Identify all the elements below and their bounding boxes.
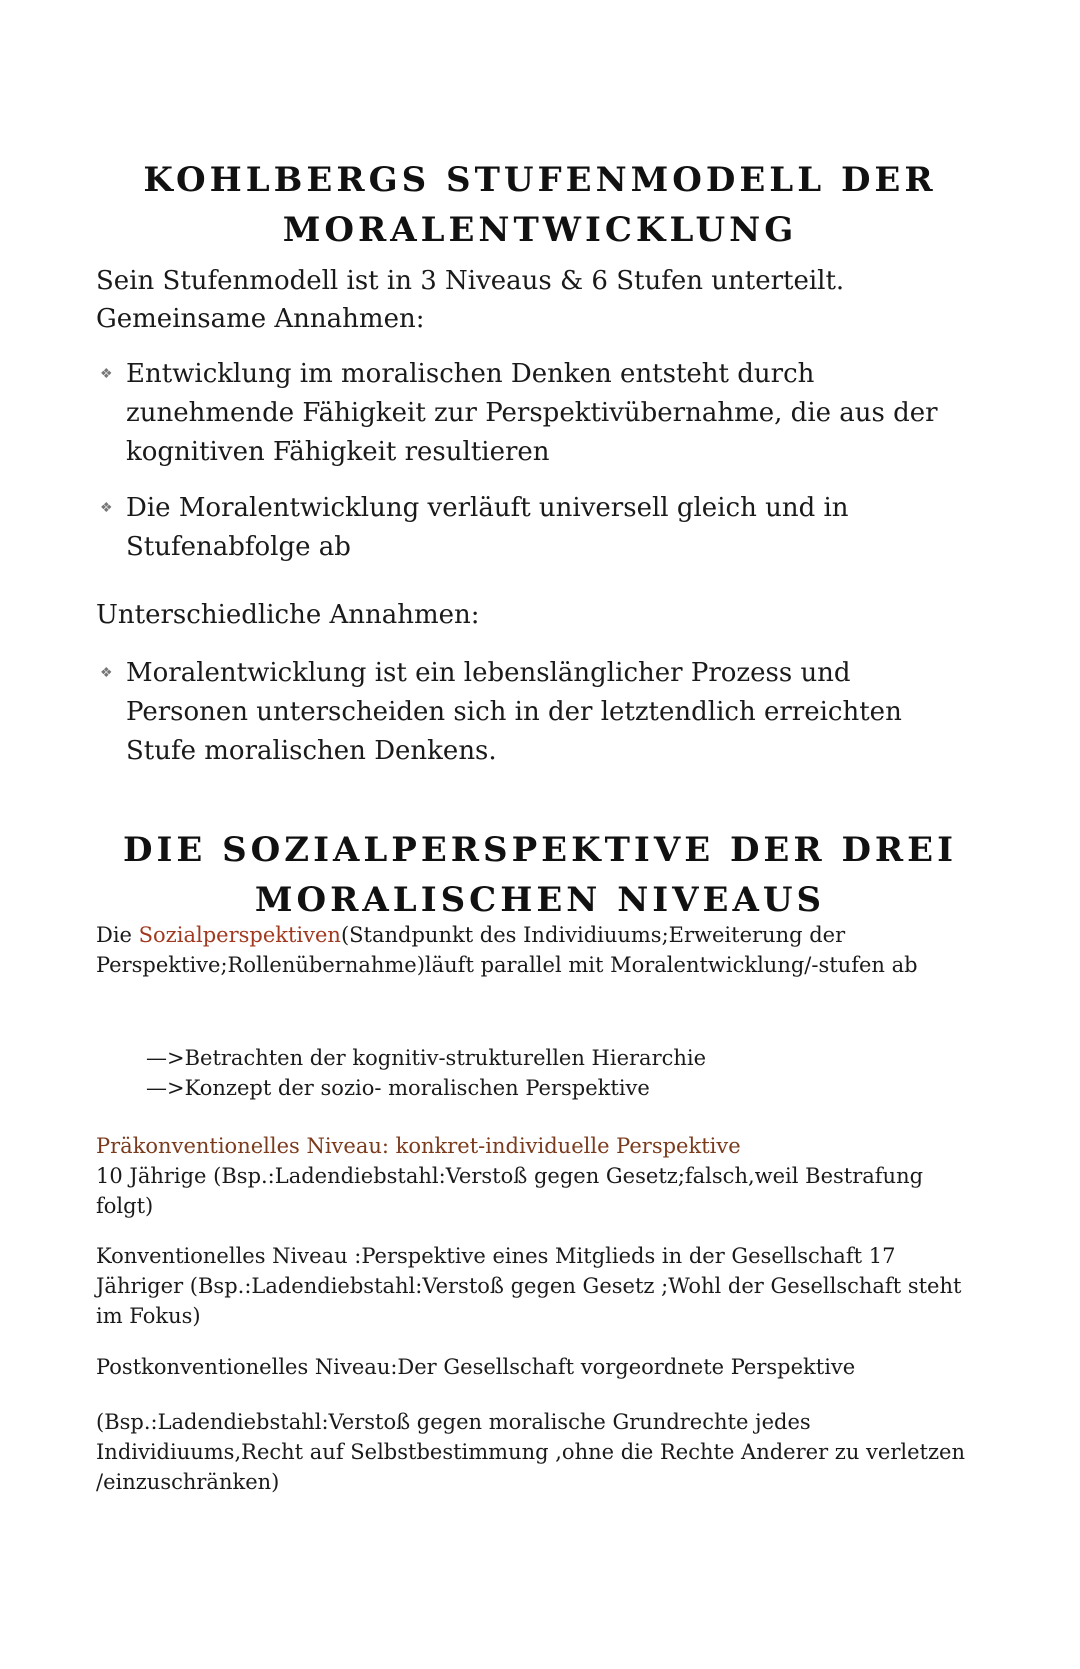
- sozialperspektive-paragraph: [96, 920, 956, 980]
- list-item-text: Die Moralentwicklung verläuft universell gleich und in Stufenabfolge ab: [126, 493, 849, 562]
- different-assumptions-label: Unterschiedliche Annahmen:: [96, 600, 480, 630]
- arrow-note: —>Konzept der sozio- moralischen Perspektive: [146, 1076, 650, 1100]
- common-assumptions-list: [96, 355, 976, 567]
- section-title-kohlberg: KOHLBERGS STUFENMODELL DER MORALENTWICKLUNG: [143, 160, 937, 250]
- praekonventionell-body: 10 Jährige (Bsp.:Ladendiebstahl:Verstoß gegen Gesetz;falsch,weil Bestrafung folgt): [96, 1164, 924, 1218]
- list-item-text: Entwicklung im moralischen Denken entsteht durch zunehmende Fähigkeit zur Perspektivübernahme, die aus der kognitiven Fähigkeit resultieren: [126, 359, 938, 467]
- arrow-note: —>Betrachten der kognitiv-strukturellen Hierarchie: [146, 1046, 707, 1070]
- section-title-sozialperspektive: DIE SOZIALPERSPEKTIVE DER DREI MORALISCHEN NIVEAUS: [122, 830, 958, 920]
- sozial-rest: (Standpunkt des Individiuums;Erweiterung der Perspektive;Rollenübernahme)läuft parallel mit Moralentwicklung/-stufen ab: [96, 923, 918, 977]
- sozial-prefix: Die: [96, 923, 139, 947]
- list-item: [96, 489, 976, 567]
- common-assumptions-label: Gemeinsame Annahmen:: [96, 304, 425, 334]
- diamond-bullet-icon: ❖: [100, 366, 113, 382]
- sozialperspektiven-highlight: Sozialperspektiven: [138, 923, 341, 947]
- intro-paragraph: [96, 262, 976, 338]
- praekonventionell-title: Präkonventionelles Niveau: konkret-individuelle Perspektive: [96, 1134, 741, 1158]
- different-assumptions-list: [96, 654, 976, 771]
- list-item: [96, 654, 976, 771]
- diamond-bullet-icon: ❖: [100, 500, 113, 516]
- postkonventionell-title: Postkonventionelles Niveau:Der Gesellschaft vorgeordnete Perspektive: [96, 1355, 856, 1379]
- diamond-bullet-icon: ❖: [100, 665, 113, 681]
- arrow-notes: [146, 1043, 946, 1103]
- intro-line: Sein Stufenmodell ist in 3 Niveaus & 6 Stufen unterteilt.: [96, 266, 845, 296]
- konventionell-paragraph: Konventionelles Niveau :Perspektive eines Mitglieds in der Gesellschaft 17 Jähriger (Bsp.:Ladendiebstahl:Verstoß gegen Gesetz ;Wohl der Gesellschaft steht im Fokus): [96, 1244, 962, 1328]
- postkonventionell-example: (Bsp.:Ladendiebstahl:Verstoß gegen moralische Grundrechte jedes Individiuums,Recht auf Selbstbestimmung ,ohne die Rechte Anderer zu verletzen /einzuschränken): [96, 1410, 965, 1494]
- list-item: [96, 355, 976, 472]
- list-item-text: Moralentwicklung ist ein lebenslänglicher Prozess und Personen unterscheiden sich in der letztendlich erreichten Stufe moralischen Denkens.: [126, 658, 902, 766]
